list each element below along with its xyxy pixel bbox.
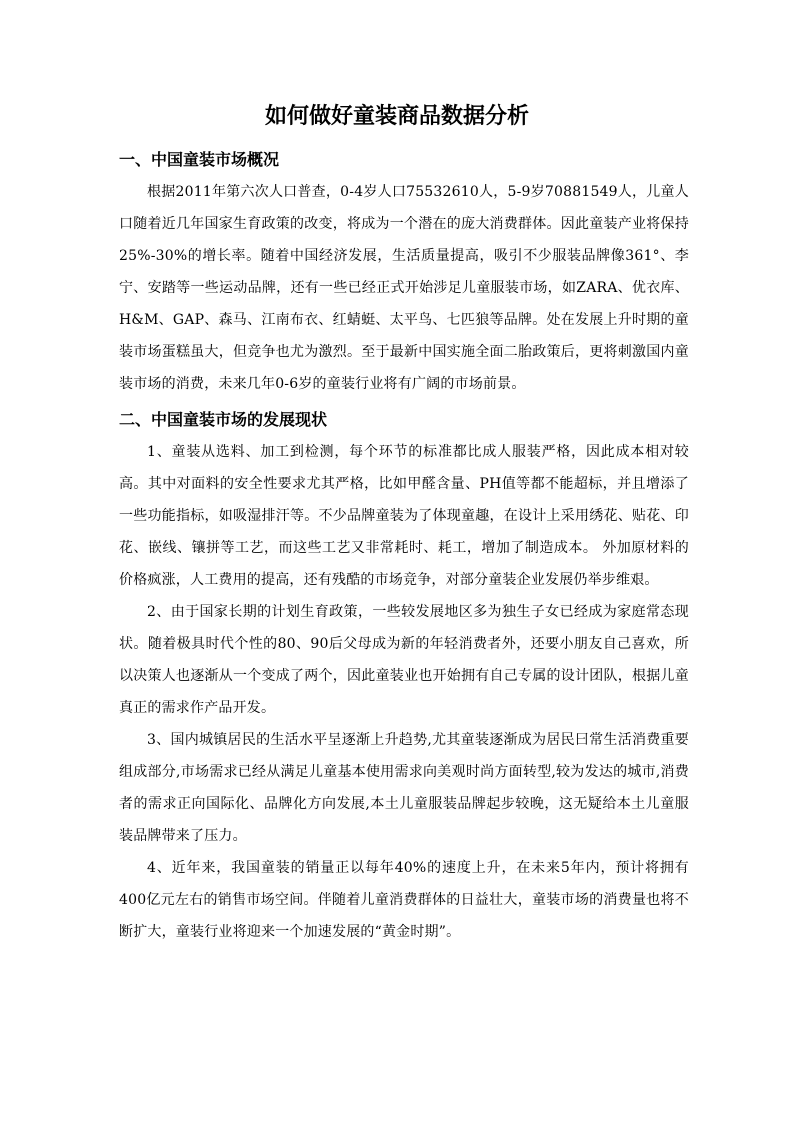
paragraph: 4、近年来，我国童装的销量正以每年40%的速度上升，在未来5年内，预计将拥有400亿元左右的销售市场空间。伴随着儿童消费群体的日益壮大，童装市场的消费量也将不断扩大，童装行业将迎来一个加速发展的“黄金时期”。 <box>119 860 689 940</box>
paragraph: 3、国内城镇居民的生活水平呈逐渐上升趋势,尤其童装逐渐成为居民曰常生活消费重要组成部分,市场需求已经从满足儿童基本使用需求向美观时尚方面转型,较为发达的城市,消费者的需求正向国际化、品牌化方向发展,本土儿童服装品牌起步较晚，这无疑给本土儿童服装品牌带来了压力。 <box>119 732 689 844</box>
section-heading: 一、中国童装市场概况 <box>119 150 280 169</box>
document-body <box>119 144 689 948</box>
paragraph: 根据2011年第六次人口普查，0-4岁人口75532610人，5-9岁70881549人，儿童人口随着近几年国家生育政策的改变，将成为一个潜在的庞大消费群体。因此童装产业将保持25%-30%的增长率。随着中国经济发展，生活质量提高，吸引不少服装品牌像361°、李宁、安踏等一些运动品牌，还有一些已经正式开始涉足儿童服装市场，如ZARA、优衣库、H&M、GAP、森马、江南布衣、红蜻蜓、太平鸟、七匹狼等品牌。处在发展上升时期的童装市场蛋糕虽大，但竞争也尤为激烈。至于最新中国实施全面二胎政策后，更将刺激国内童装市场的消费，未来几年0-6岁的童装行业将有广阔的市场前景。 <box>119 184 689 392</box>
section-development-status <box>119 404 689 948</box>
document-title: 如何做好童装商品数据分析 <box>264 104 529 129</box>
paragraph: 2、由于国家长期的计划生育政策，一些较发展地区多为独生子女已经成为家庭常态现状。随着极具时代个性的80、90后父母成为新的年轻消费者外，还要小朋友自己喜欢，所以决策人也逐渐从一个变成了两个，因此童装业也开始拥有自己专属的设计团队，根据儿童真正的需求作产品开发。 <box>119 604 689 716</box>
section-heading: 二、中国童装市场的发展现状 <box>119 410 328 429</box>
paragraph: 1、童装从选料、加工到检测，每个环节的标准都比成人服装严格，因此成本相对较高。其中对面料的安全性要求尤其严格，比如甲醛含量、PH值等都不能超标，并且增添了一些功能指标，如吸湿排汗等。不少品牌童装为了体现童趣，在设计上采用绣花、贴花、印花、嵌线、镶拼等工艺，而这些工艺又非常耗时、耗工，增加了制造成本。 外加原材料的价格疯涨，人工费用的提高，还有残酷的市场竞争，对部分童装企业发展仍举步维艰。 <box>119 444 689 588</box>
section-market-overview <box>119 144 689 400</box>
